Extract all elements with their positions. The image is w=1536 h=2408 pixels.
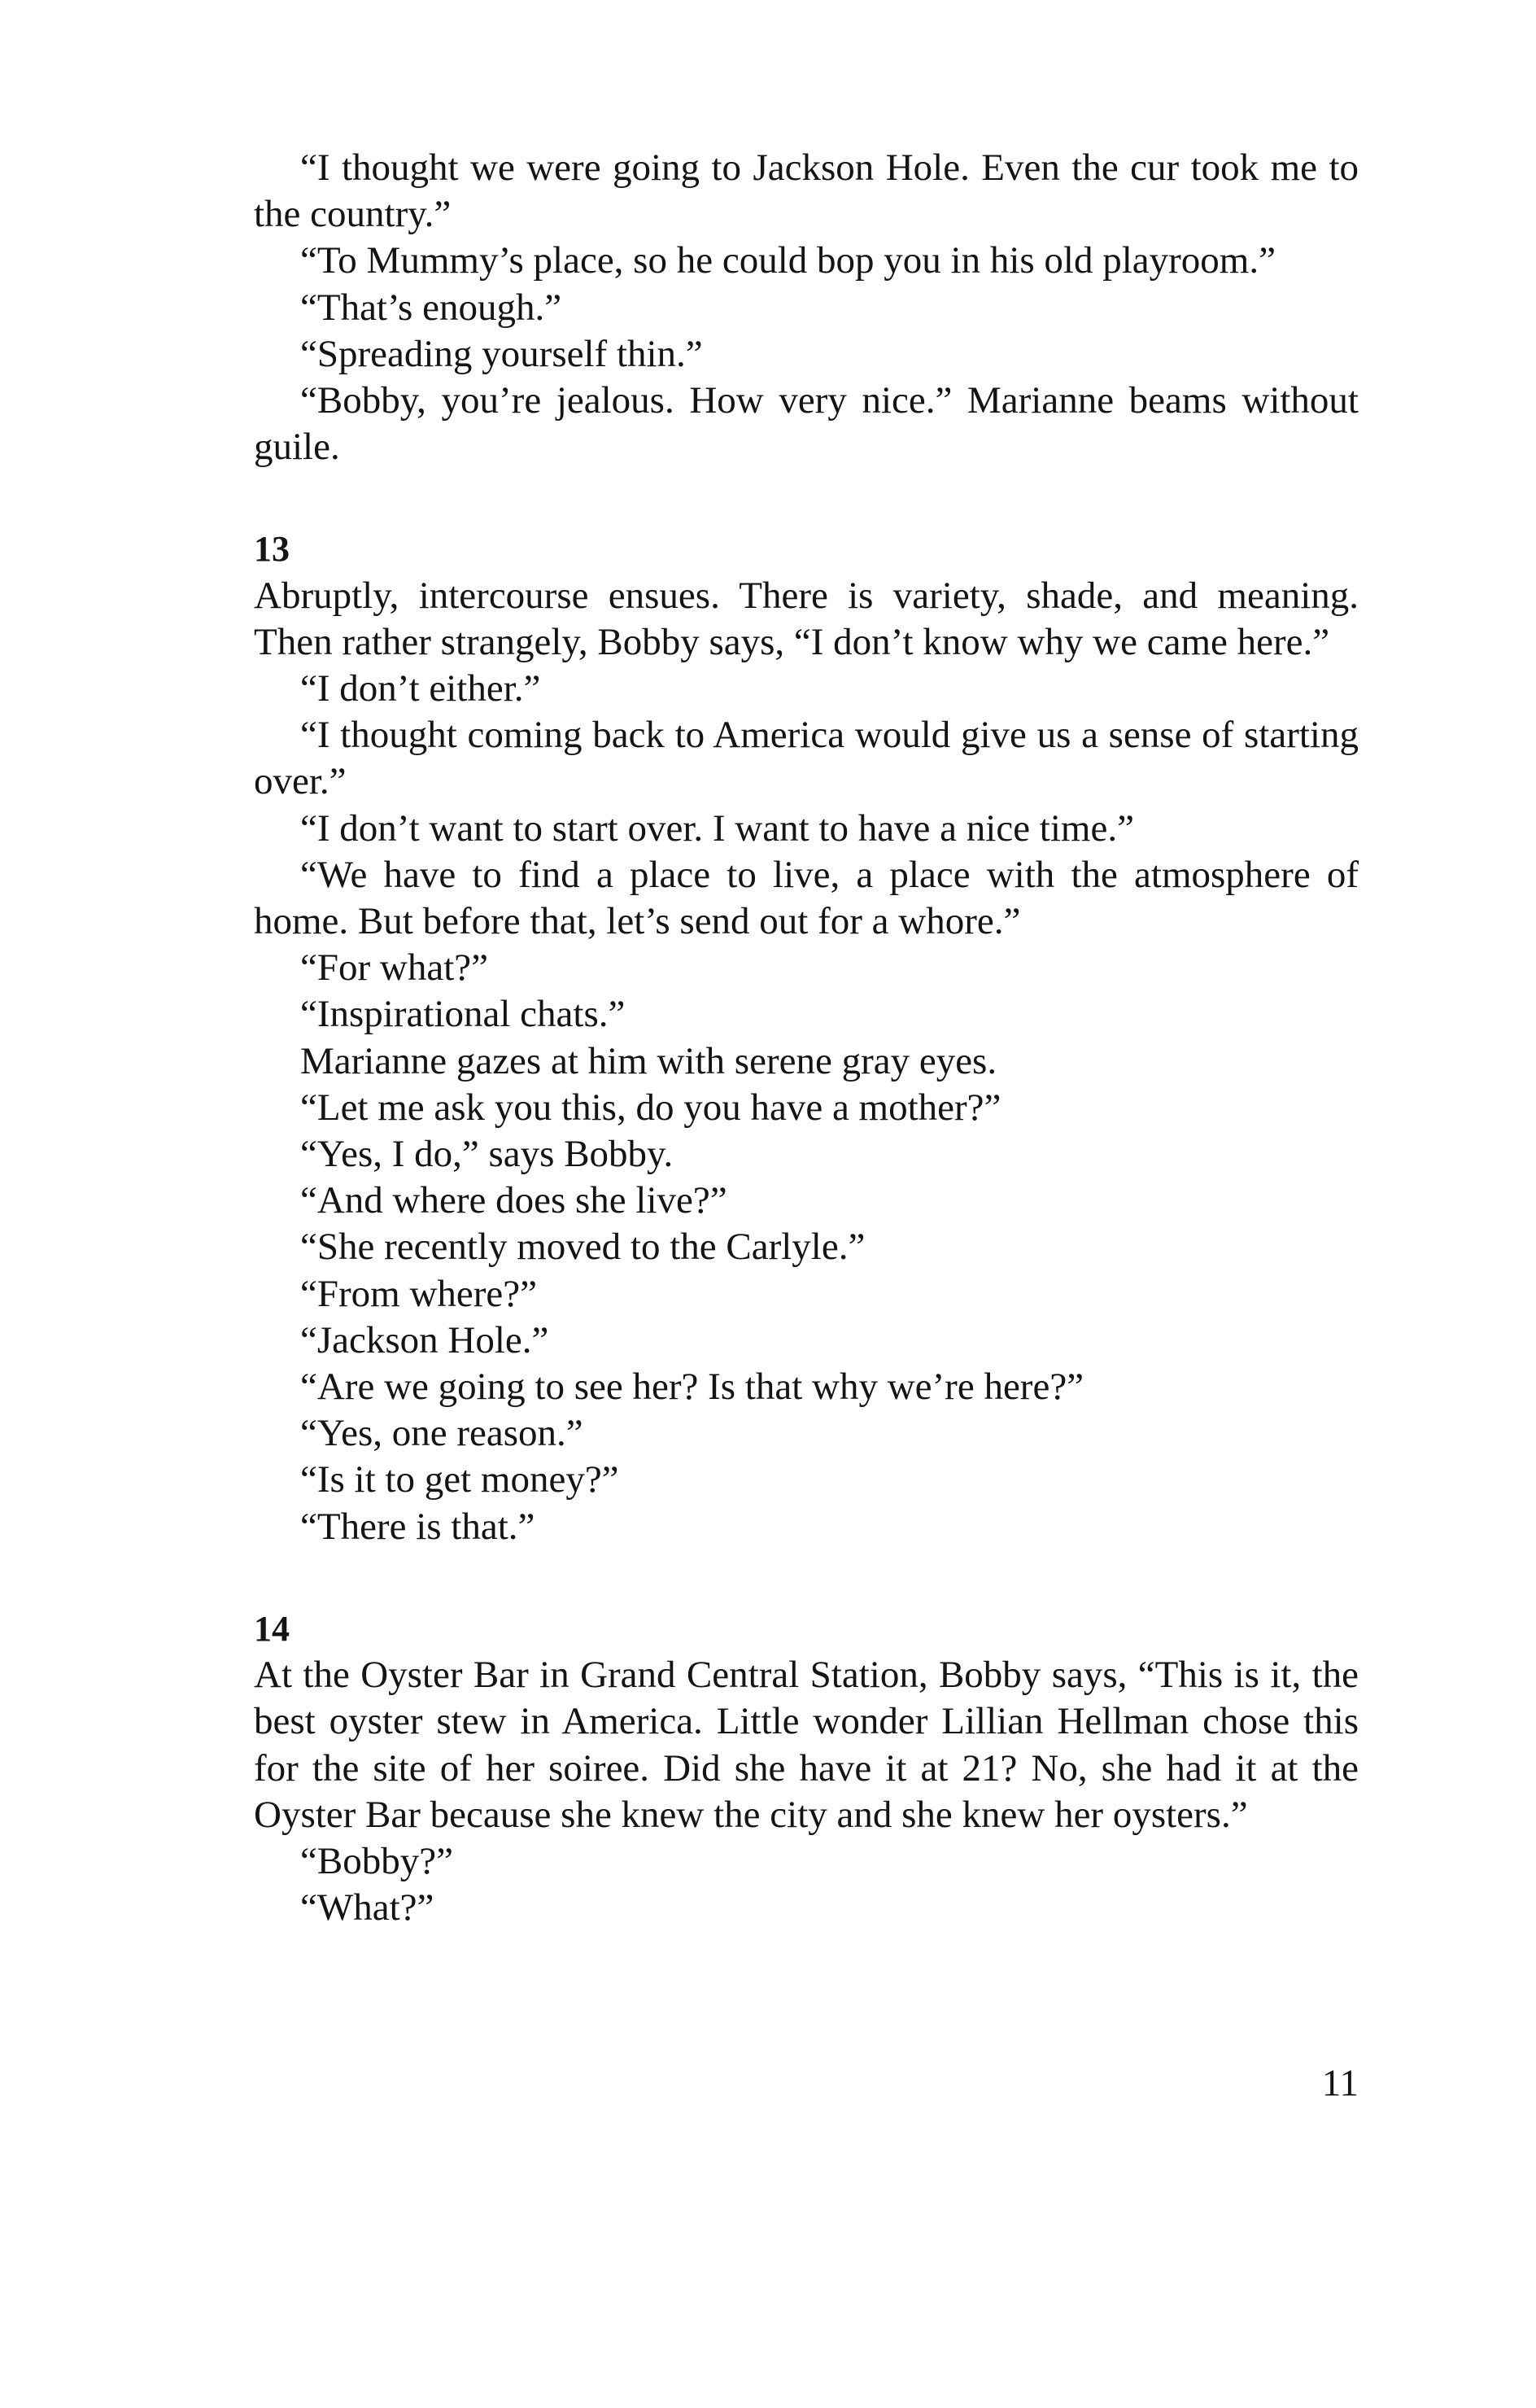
paragraph: “I don’t either.” (300, 667, 541, 710)
paragraph: “Is it to get money?” (300, 1458, 619, 1501)
paragraph: “We have to find a place to live, a place with the atmosphere of home. But before that, let’s send out for a whore.” (254, 853, 1359, 943)
paragraph: “Let me ask you this, do you have a mother?” (300, 1086, 1001, 1129)
paragraph: “That’s enough.” (300, 286, 562, 329)
page-body (254, 145, 1359, 1931)
paragraph: “From where?” (300, 1272, 537, 1315)
section-number: 14 (254, 1608, 290, 1649)
paragraph: “Yes, I do,” says Bobby. (300, 1133, 674, 1176)
paragraph: “Inspirational chats.” (300, 993, 626, 1036)
paragraph: “For what?” (300, 946, 488, 990)
section-lead-paragraph: Abruptly, intercourse ensues. There is variety, shade, and meaning. Then rather strangely, Bobby says, “I don’t know why we came here.” (254, 574, 1359, 663)
opening-dialogue (254, 145, 1359, 470)
paragraph: Marianne gazes at him with serene gray eyes. (300, 1039, 997, 1082)
page-number: 11 (1321, 2062, 1359, 2104)
paragraph: “And where does she live?” (300, 1179, 727, 1222)
paragraph: “Are we going to see her? Is that why we’re here?” (300, 1366, 1084, 1409)
section-lead-paragraph: At the Oyster Bar in Grand Central Station, Bobby says, “This is it, the best oyster stew in America. Little wonder Lillian Hellman chose this for the site of her soiree. Did she have it at 21? No, she had it at the Oyster Bar because she knew the city and she knew her oysters.” (254, 1654, 1359, 1836)
paragraph: “Spreading yourself thin.” (300, 332, 703, 375)
paragraph: “There is that.” (300, 1505, 535, 1548)
section-14 (254, 1606, 1359, 1931)
paragraph: “Bobby, you’re jealous. How very nice.” Marianne beams without guile. (254, 379, 1359, 469)
paragraph: “I don’t want to start over. I want to have a nice time.” (300, 806, 1134, 850)
paragraph: “Yes, one reason.” (300, 1412, 583, 1455)
paragraph: “I thought we were going to Jackson Hole. Even the cur took me to the country.” (254, 146, 1359, 236)
section-number: 13 (254, 529, 290, 570)
paragraph: “Jackson Hole.” (300, 1318, 549, 1361)
section-13 (254, 526, 1359, 1549)
paragraph: “I thought coming back to America would give us a sense of starting over.” (254, 714, 1359, 803)
paragraph: “What?” (300, 1886, 434, 1929)
paragraph: “To Mummy’s place, so he could bop you in his old playroom.” (300, 239, 1276, 282)
paragraph: “Bobby?” (300, 1839, 453, 1882)
paragraph: “She recently moved to the Carlyle.” (300, 1226, 866, 1269)
